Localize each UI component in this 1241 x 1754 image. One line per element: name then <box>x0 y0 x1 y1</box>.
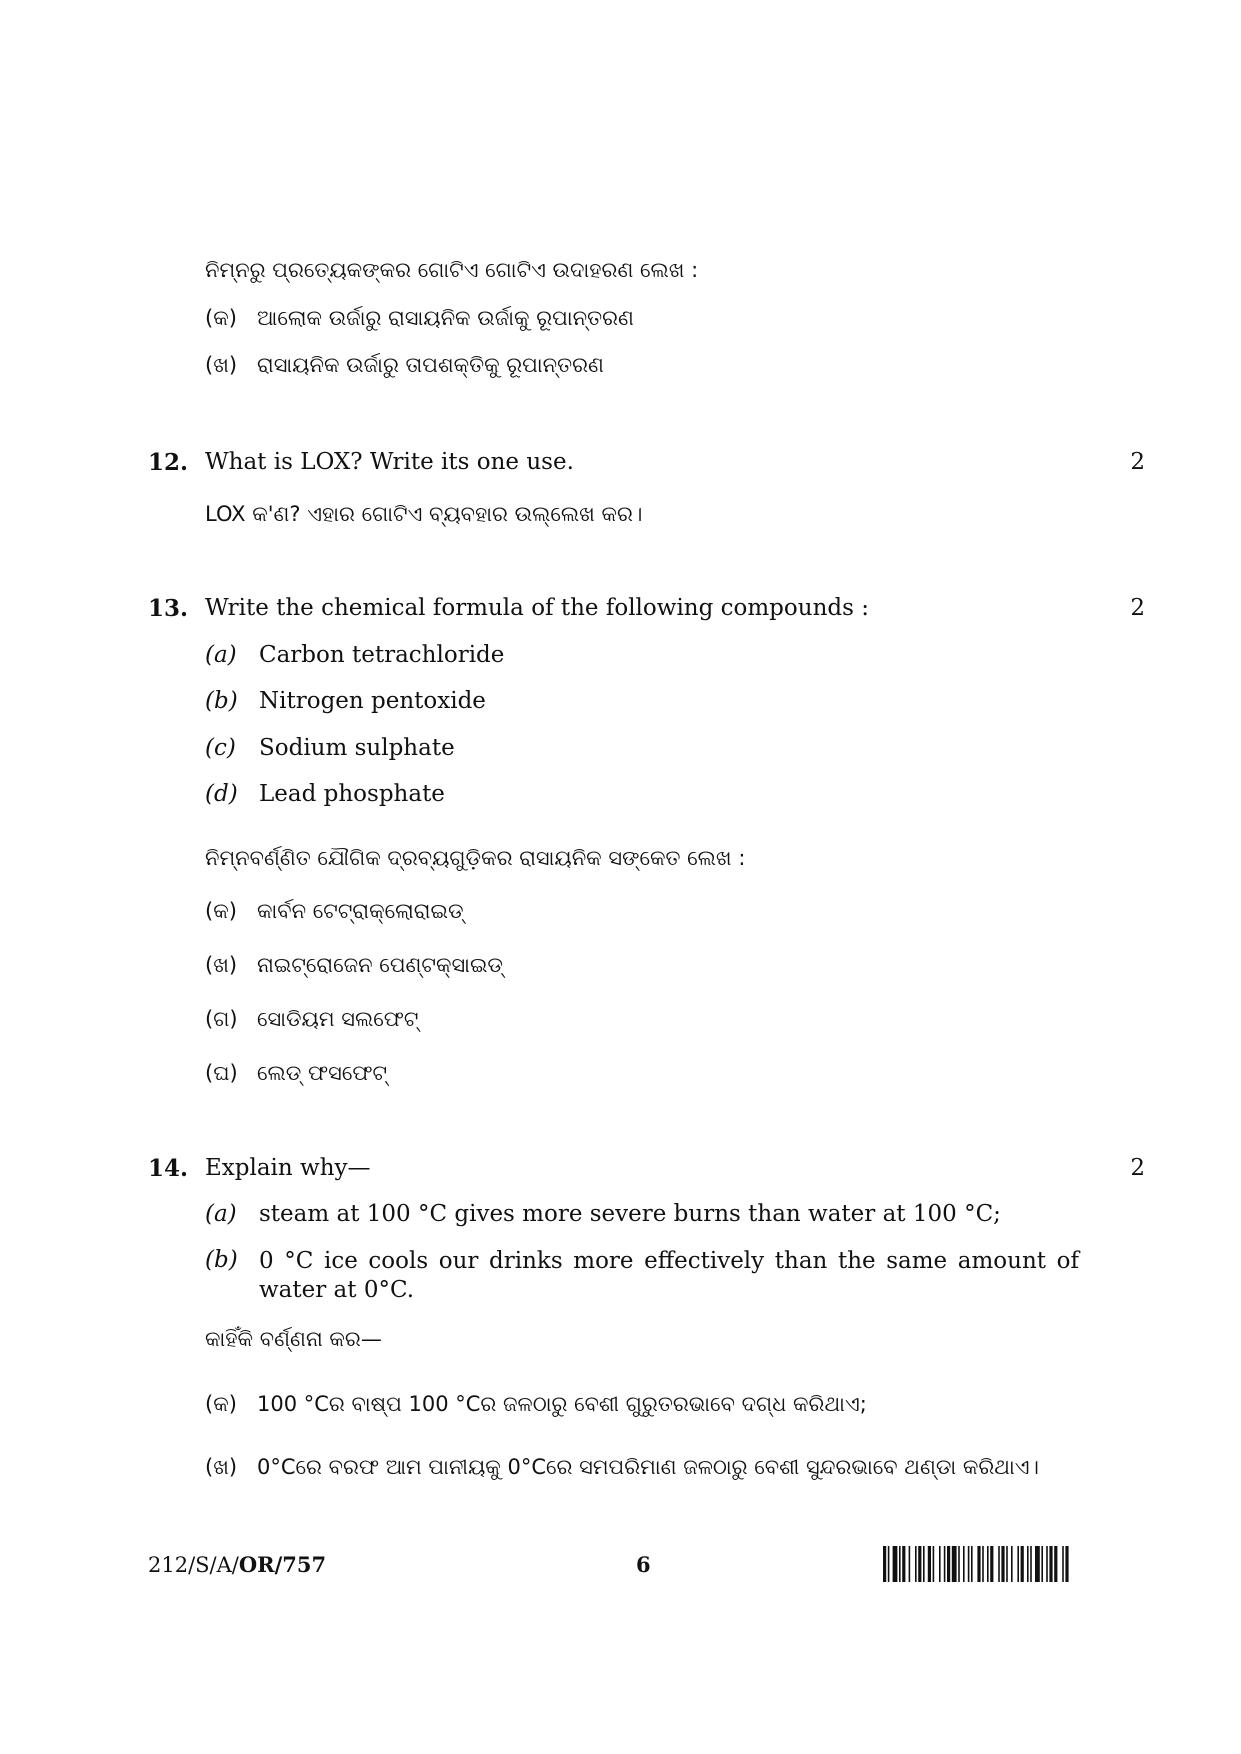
item-label: (ଖ) <box>205 953 238 977</box>
odia-subitem <box>205 1455 1039 1480</box>
q11-odia-item <box>205 306 634 331</box>
item-text: 0°Cରେ ବରଫ ଆମ ପାନୀୟକୁ 0°Cରେ ସମପରିମାଣ ଜଳଠାରୁ ବେଶୀ ସୁନ୍ଦରଭାବେ ଥଣ୍ଡା କରିଥାଏ। <box>257 1455 1040 1479</box>
question-text: Explain why— <box>205 1155 371 1181</box>
barcode-icon <box>883 1546 1145 1582</box>
subitem-label: (c) <box>205 735 236 761</box>
page-number: 6 <box>636 1552 651 1577</box>
item-label: (କ) <box>205 306 237 330</box>
item-text: ରାସାୟନିକ ଉର୍ଜାରୁ ତାପଶକ୍ତିକୁ ରୂପାନ୍ତରଣ <box>257 353 604 377</box>
question-text-odia: ନିମ୍ନବର୍ଣ୍ଣିତ ଯୌଗିକ ଦ୍ରବ୍ୟଗୁଡ଼ିକର ରାସାୟନିକ ସଙ୍କେତ ଲେଖ : <box>205 846 746 870</box>
item-label: (ଖ) <box>205 353 238 377</box>
question-text: What is LOX? Write its one use. <box>205 449 574 475</box>
subitem-text: Carbon tetrachloride <box>259 642 505 668</box>
question-marks: 2 <box>1130 449 1145 475</box>
subitem-text: Sodium sulphate <box>259 735 455 761</box>
question-text-odia: LOX କ'ଣ? ଏହାର ଗୋଟିଏ ବ୍ୟବହାର ଉଲ୍ଲେଖ କର। <box>205 502 643 526</box>
question-number: 12. <box>148 449 189 476</box>
subitem-text: Nitrogen pentoxide <box>259 688 486 714</box>
odia-subitem <box>205 899 464 924</box>
subitem <box>205 1201 1001 1227</box>
item-label: (ଗ) <box>205 1007 238 1031</box>
subitem <box>205 642 504 668</box>
item-label: (ଘ) <box>205 1061 238 1085</box>
question-text-odia: କାହିଁକି ବର୍ଣ୍ଣନା କର— <box>205 1327 382 1351</box>
item-label: (କ) <box>205 899 237 923</box>
item-label: (ଖ) <box>205 1455 238 1479</box>
subitem-label: (d) <box>205 781 238 807</box>
subitem <box>205 735 455 761</box>
item-text: କାର୍ବନ ଟେଟ୍ରାକ୍ଲୋରାଇଡ୍ <box>257 899 464 923</box>
q11-odia-intro: ନିମ୍ନରୁ ପ୍ରତ୍ୟେକଙ୍କର ଗୋଟିଏ ଗୋଟିଏ ଉଦାହରଣ ଲେଖ : <box>205 258 699 282</box>
paper-code-prefix: 212/S/A/ <box>148 1553 239 1577</box>
odia-subitem <box>205 1061 387 1086</box>
subitem-label: (a) <box>205 642 237 668</box>
item-label: (କ) <box>205 1392 237 1416</box>
question-text: Write the chemical formula of the following compounds : <box>205 595 869 621</box>
question-marks: 2 <box>1130 595 1145 621</box>
paper-code-bold: OR/757 <box>238 1552 327 1577</box>
question-marks: 2 <box>1130 1155 1145 1181</box>
question-number: 13. <box>148 595 189 622</box>
item-text: ଆଲୋକ ଉର୍ଜାରୁ ରାସାୟନିକ ଉର୍ଜାକୁ ରୂପାନ୍ତରଣ <box>257 306 634 330</box>
subitem-label: (b) <box>205 688 238 714</box>
odia-subitem <box>205 1007 418 1032</box>
subitem-text: steam at 100 °C gives more severe burns than water at 100 °C; <box>259 1201 1001 1227</box>
item-text: ନାଇଟ୍ରୋଜେନ ପେଣ୍ଟକ୍ସାଇଡ୍ <box>257 953 503 977</box>
odia-subitem <box>205 953 503 978</box>
subitem <box>205 688 486 714</box>
item-text: 100 °Cର ବାଷ୍ପ 100 °Cର ଜଳଠାରୁ ବେଶୀ ଗୁରୁତରଭାବେ ଦଗ୍ଧ କରିଥାଏ; <box>257 1392 867 1416</box>
subitem-text: 0 °C ice cools our drinks more effectively than the same amount of water at 0°C. <box>259 1248 1079 1303</box>
subitem <box>205 1247 1079 1305</box>
subitem <box>205 781 445 807</box>
q11-odia-item <box>205 353 604 378</box>
item-text: ସୋଡିୟମ ସଲଫେଟ୍ <box>257 1007 419 1031</box>
item-text: ଲେଡ୍ ଫସଫେଟ୍ <box>257 1061 388 1085</box>
paper-code <box>148 1552 326 1577</box>
question-number: 14. <box>148 1155 189 1182</box>
subitem-label: (a) <box>205 1201 237 1227</box>
subitem-text: Lead phosphate <box>259 781 445 807</box>
odia-subitem <box>205 1392 867 1417</box>
subitem-label: (b) <box>205 1247 238 1273</box>
